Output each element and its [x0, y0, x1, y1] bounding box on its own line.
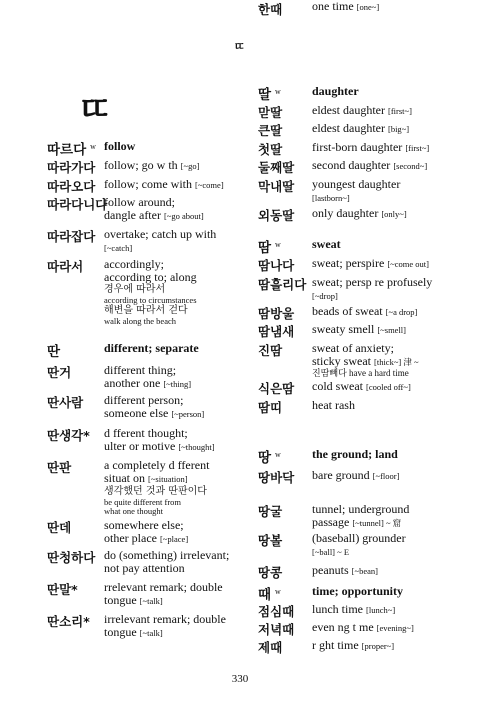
definition-line: eldest daughter [first~] — [312, 103, 412, 117]
headword-ttam-naemsae: 땀냄새 — [258, 324, 295, 339]
definition-line: sticky sweat [thick~] 津 ~ — [312, 354, 419, 368]
word-marker: w — [275, 586, 281, 596]
definition-ttarajapda — [104, 228, 216, 255]
definition-line: follow; come with [~come] — [104, 177, 224, 191]
headword-cheot-ttal: 첫딸 — [258, 142, 283, 157]
definition-jeonyeok-ttae — [312, 621, 414, 635]
headword-ttae: 때 $^w$ — [258, 586, 281, 603]
example-korean: 생각했던 것과 딴판이다 — [104, 486, 207, 497]
headword-ttam-bangul: 땀방울 — [258, 306, 295, 321]
headword-ttang-gul: 땅굴 — [258, 504, 283, 519]
definition-line: not pay attention — [104, 561, 185, 575]
headword-han-ttae: 한때 — [258, 2, 283, 17]
example-korean: 경우에 따라서 — [104, 284, 166, 295]
definition-line: first-born daughter [first~] — [312, 140, 430, 154]
headword-ttan-de: 딴데 — [47, 520, 72, 535]
headword-oedong-ttal: 외동딸 — [258, 208, 295, 223]
definition-line: even ng t me [evening~] — [312, 620, 414, 634]
headword-jin-ttam: 진땀 — [258, 343, 283, 358]
definition-ttae — [312, 585, 403, 598]
headword-ttan-sori: 딴소리* — [47, 614, 90, 629]
section-big-letter: ㄸ — [78, 90, 112, 130]
page-number: 330 — [231, 673, 249, 685]
word-marker: w — [90, 141, 96, 151]
definition-han-ttae — [312, 0, 379, 14]
definition-cheot-ttal — [312, 141, 429, 155]
definition-line: accordingly; — [104, 257, 164, 271]
definition-ttaradanida — [104, 196, 204, 223]
headword-ttarajapda: 따라잡다 — [47, 229, 96, 244]
definition-ttam-tti — [312, 399, 355, 412]
headword-ttam-tti: 땀띠 — [258, 400, 283, 415]
definition-ttaragada — [104, 159, 199, 173]
example-translation: be quite different from — [104, 497, 182, 507]
definition-ttang-bol — [312, 532, 406, 559]
definition-line: d fferent thought; — [104, 426, 188, 440]
definition-line: a completely d fferent — [104, 458, 210, 472]
example-translation: walk along the beach — [104, 316, 176, 326]
headword-ttaraseo: 따라서 — [47, 259, 84, 274]
headword-je-ttae: 제때 — [258, 640, 283, 655]
definition-line: passage [~tunnel] ~ 窟 — [312, 515, 402, 529]
definition-line: ulter or motive [~thought] — [104, 439, 215, 453]
definition-line: someone else [~person] — [104, 406, 205, 420]
definition-line: another one [~thing] — [104, 376, 192, 390]
headword-ttam-nada: 땀나다 — [258, 258, 295, 273]
definition-ttan-geo — [104, 364, 191, 391]
definition-ttam-nada — [312, 257, 429, 271]
definition-line: situat on [~situation] — [104, 471, 188, 485]
definition-ttang — [312, 448, 398, 461]
definition-ttarueda — [104, 140, 135, 153]
headword-ttan-pan: 딴판 — [47, 460, 72, 475]
definition-ttaraseo — [104, 258, 197, 326]
definition-ttaraoda — [104, 178, 224, 192]
headword-ttan: 딴 — [47, 344, 61, 360]
headword-ttaraoda: 따라오다 — [47, 179, 96, 194]
definition-line: irrelevant remark; double — [104, 612, 226, 626]
definition-line: different thing; — [104, 363, 177, 377]
definition-line: heat rash — [312, 398, 355, 412]
definition-ttan-saram — [104, 394, 204, 421]
headword-duljjae-ttal: 둘째딸 — [258, 160, 295, 175]
definition-jeomsim-ttae — [312, 603, 395, 617]
definition-ttan-mal — [104, 581, 223, 608]
definition-line: sweat; perspire [~come out] — [312, 256, 429, 270]
example-translation: what one thought — [104, 506, 164, 516]
definition-ttan-saenggak — [104, 427, 215, 454]
word-marker: w — [275, 86, 281, 96]
definition-line: follow around; — [104, 195, 175, 209]
definition-line: tunnel; underground — [312, 502, 410, 516]
definition-line: cold sweat [cooled off~] — [312, 379, 411, 393]
definition-line: [~catch] — [104, 243, 133, 253]
definition-ttan-pan — [104, 459, 209, 516]
definition-ttan-de — [104, 519, 188, 546]
definition-ttang-gul — [312, 503, 409, 530]
definition-line: [~ball] ~ E — [312, 547, 350, 557]
headword-ttarueda: 따르다 $^w$ — [47, 141, 96, 158]
definition-mangnae-ttal — [312, 178, 400, 205]
definition-line: different person; — [104, 393, 184, 407]
definition-line: time; opportunity — [312, 584, 403, 598]
definition-line: according to; along — [104, 270, 197, 284]
definition-line: beads of sweat [~a drop] — [312, 304, 418, 318]
headword-ttan-saenggak: 딴생각* — [47, 428, 90, 443]
headword-ttang-kong: 땅콩 — [258, 565, 283, 580]
example-korean: 해변을 따라서 걷다 — [104, 305, 188, 316]
definition-je-ttae — [312, 639, 394, 653]
headword-mat-ttal: 맏딸 — [258, 105, 283, 120]
definition-line: other place [~place] — [104, 531, 189, 545]
definition-line: only daughter [only~] — [312, 206, 407, 220]
definition-line: one time [one~] — [312, 0, 380, 13]
definition-line: tongue [~talk] — [104, 593, 163, 607]
headword-ttang-badak: 땅바닥 — [258, 470, 295, 485]
definition-line: r ght time [proper~] — [312, 638, 395, 652]
headword-ttan-mal: 딴말* — [47, 582, 78, 597]
headword-jeomsim-ttae: 점심때 — [258, 604, 295, 619]
definition-line: sweat; persp re profusely — [312, 275, 433, 289]
definition-ttan — [104, 342, 199, 355]
definition-mat-ttal — [312, 104, 412, 118]
headword-ttang: 땅 $^w$ — [258, 449, 281, 466]
definition-line: sweaty smell [~smell] — [312, 322, 407, 336]
definition-sigeun-ttam — [312, 380, 411, 394]
definition-line: follow — [104, 139, 136, 153]
definition-line: (baseball) grounder — [312, 531, 406, 545]
definition-duljjae-ttal — [312, 159, 427, 173]
headword-ttaragada: 따라가다 — [47, 160, 96, 175]
word-marker: w — [275, 449, 281, 459]
definition-line: sweat of anxiety; — [312, 341, 394, 355]
definition-ttang-badak — [312, 469, 399, 483]
headword-ttan-saram: 딴사람 — [47, 395, 84, 410]
headword-ttaradanida: 따라다니다 — [47, 197, 108, 212]
definition-line: youngest daughter — [312, 177, 401, 191]
definition-ttam — [312, 238, 341, 251]
example-translation: according to circumstances — [104, 295, 197, 305]
definition-line: do (something) irrelevant; — [104, 548, 230, 562]
definition-line: somewhere else; — [104, 518, 184, 532]
definition-ttam-bangul — [312, 305, 417, 319]
headword-ttam-heullida: 땀흘리다 — [258, 277, 307, 292]
headword-ttan-geo: 딴거 — [47, 365, 72, 380]
headword-jeonyeok-ttae: 저녁때 — [258, 622, 295, 637]
definition-ttam-heullida — [312, 276, 432, 303]
definition-line: 진땀빼다 have a hard time — [312, 368, 409, 378]
definition-ttal — [312, 85, 359, 98]
definition-line: dangle after [~go about] — [104, 208, 204, 222]
definition-line: lunch time [lunch~] — [312, 602, 396, 616]
headword-ttan-cheonghada: 딴청하다 — [47, 550, 96, 565]
definition-line: the ground; land — [312, 447, 398, 461]
definition-line: [~drop] — [312, 291, 338, 301]
definition-line: rrelevant remark; double — [104, 580, 223, 594]
headword-ttang-bol: 땅볼 — [258, 533, 283, 548]
definition-line: different; separate — [104, 341, 199, 355]
headword-ttam: 땀 $^w$ — [258, 239, 281, 256]
word-marker: w — [275, 239, 281, 249]
definition-line: sweat — [312, 237, 341, 251]
definition-line: daughter — [312, 84, 359, 98]
definition-line: overtake; catch up with — [104, 227, 217, 241]
headword-mangnae-ttal: 막내딸 — [258, 179, 295, 194]
definition-oedong-ttal — [312, 207, 407, 221]
headword-ttal: 딸 $^w$ — [258, 86, 281, 103]
page-header-letter: ㄸ — [234, 41, 246, 53]
definition-line: peanuts [~bean] — [312, 563, 378, 577]
definition-ttan-sori — [104, 613, 226, 640]
definition-ttan-cheonghada — [104, 549, 229, 575]
definition-ttam-naemsae — [312, 323, 406, 337]
definition-line: tongue [~talk] — [104, 625, 163, 639]
headword-sigeun-ttam: 식은땀 — [258, 381, 295, 396]
definition-line: [lastborn~] — [312, 193, 350, 203]
definition-line: bare ground [~floor] — [312, 468, 400, 482]
headword-keun-ttal: 큰딸 — [258, 123, 283, 138]
definition-line: follow; go w th [~go] — [104, 158, 200, 172]
definition-line: second daughter [second~] — [312, 158, 428, 172]
definition-keun-ttal — [312, 122, 409, 136]
definition-jin-ttam — [312, 342, 419, 378]
definition-line: eldest daughter [big~] — [312, 121, 410, 135]
definition-ttang-kong — [312, 564, 378, 578]
